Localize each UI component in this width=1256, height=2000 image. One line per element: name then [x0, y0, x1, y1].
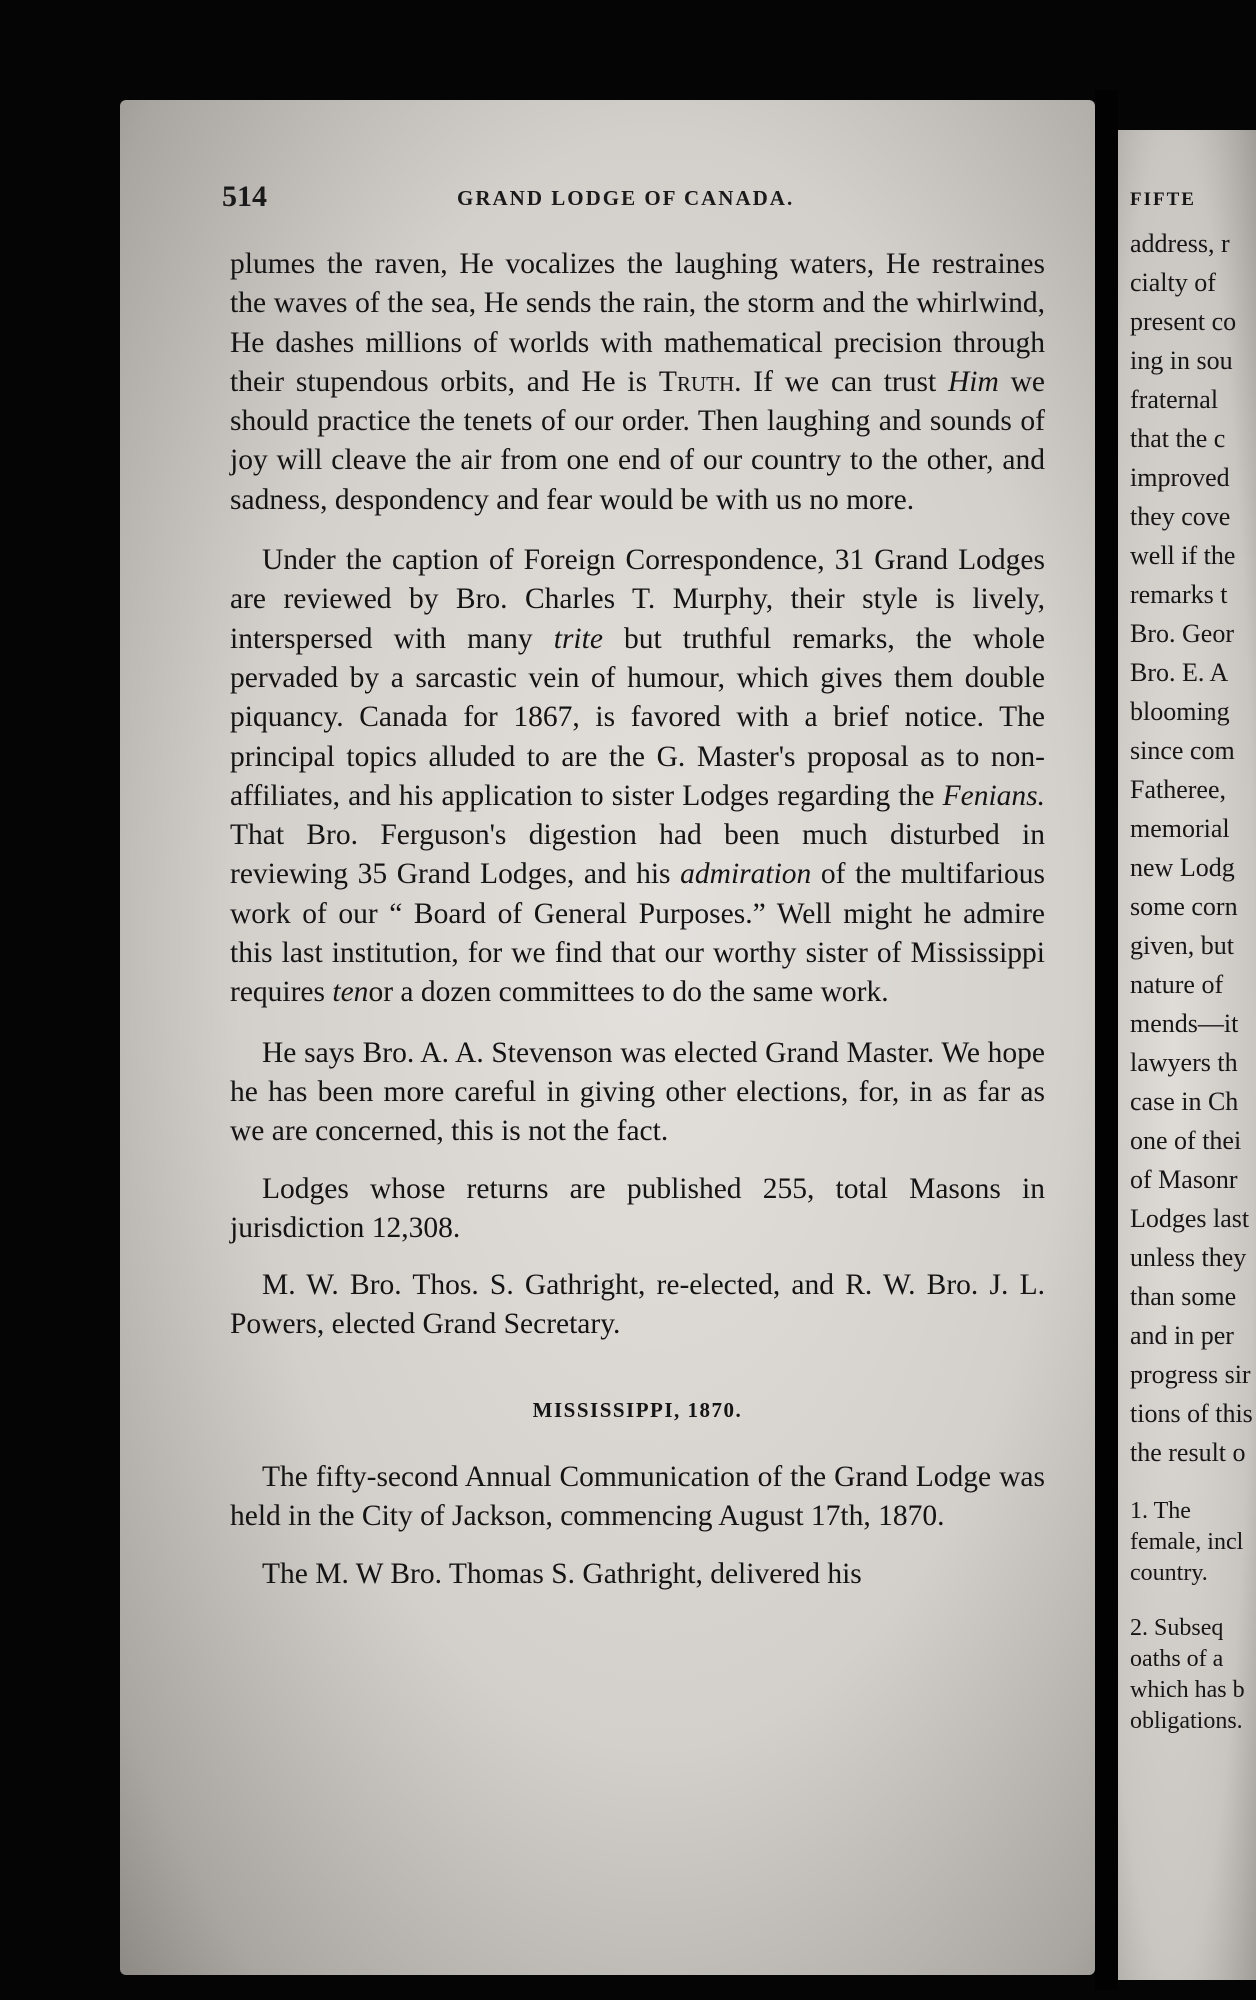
right-line: memorial	[1130, 814, 1230, 843]
right-line: Bro. Geor	[1130, 619, 1234, 648]
right-line: case in Ch	[1130, 1087, 1239, 1116]
right-line: since com	[1130, 736, 1235, 765]
right-line: one of thei	[1130, 1126, 1242, 1155]
right-line: improved	[1130, 463, 1230, 492]
right-line: address, r	[1130, 229, 1230, 258]
right-line: fraternal	[1130, 385, 1219, 414]
paragraph-1: plumes the raven, He vocalizes the laughing waters, He restraines the waves of the sea, He sends the rain, the storm and the whirlwind, He dashes millions of worlds with mathematical precision through their stupendous orbits, and He is Truth. If we can trust Him we should practice the tenets of our order. Then laughing and sounds of joy will cleave the air from one end of our country to the other, and sadness, despondency and fear would be with us no more.	[230, 248, 1045, 516]
right-line: ing in sou	[1130, 346, 1233, 375]
section-heading: MISSISSIPPI, 1870.	[532, 1397, 743, 1422]
right-line: and in per	[1130, 1321, 1234, 1350]
right-running-head: FIFTE	[1130, 189, 1196, 210]
header-title: GRAND LODGE OF CANADA.	[457, 186, 795, 210]
paragraph-2: Under the caption of Foreign Correspondence, 31 Grand Lodges are reviewed by Bro. Charles T. Murphy, their style is lively, interspersed with many trite but truthful remarks, the whole pervaded by a sarcastic vein of humour, which gives them double piquancy. Canada for 1867, is favored with a brief notice. The principal topics alluded to are the G. Master's proposal as to non-affiliates, and his application to sister Lodges regarding the Fenians. That Bro. Ferguson's digestion had been much disturbed in reviewing 35 Grand Lodges, and his admiration of the multifarious work of our “ Board of General Purposes.” Well might he admire this last institution, for we find that our worthy sister of Mississippi requires tenor a dozen committees to do the same work.	[230, 544, 1046, 1009]
right-line: progress sir	[1130, 1360, 1251, 1389]
right-line: of Masonr	[1130, 1165, 1238, 1194]
body-text	[230, 245, 1045, 1594]
right-line: nature of	[1130, 970, 1224, 999]
right-line: Bro. E. A	[1130, 658, 1229, 687]
right-line: that the c	[1130, 424, 1226, 453]
right-line: cialty of	[1130, 268, 1216, 297]
right-list-line: 2. Subseq	[1130, 1615, 1224, 1641]
paragraph-7: The M. W Bro. Thomas S. Gathright, delivered his	[262, 1557, 862, 1590]
right-line: remarks t	[1130, 580, 1228, 609]
right-list-line: 1. The	[1130, 1498, 1191, 1524]
right-line: some corn	[1130, 892, 1238, 921]
right-list-line: oaths of a	[1130, 1646, 1224, 1672]
right-line: they cove	[1130, 502, 1231, 531]
right-line: lawyers th	[1130, 1048, 1238, 1077]
right-list-line: which has b	[1130, 1677, 1245, 1703]
right-page-text	[1130, 180, 1256, 1780]
paragraph-5: M. W. Bro. Thos. S. Gathright, re-elected, and R. W. Bro. J. L. Powers, elected Grand Secretary.	[230, 1269, 1045, 1341]
right-line: new Lodg	[1130, 853, 1235, 882]
right-list-line: country.	[1130, 1560, 1208, 1586]
right-line: Lodges last	[1130, 1204, 1250, 1233]
book-gutter	[1095, 90, 1118, 1990]
right-line: given, but	[1130, 931, 1234, 960]
right-line: mends—it	[1130, 1009, 1239, 1038]
paragraph-3: He says Bro. A. A. Stevenson was elected Grand Master. We hope he has been more careful in giving other elections, for, in as far as we are concerned, this is not the fact.	[230, 1036, 1045, 1148]
right-line: blooming	[1130, 697, 1230, 726]
right-line: present co	[1130, 307, 1237, 336]
paragraph-4: Lodges whose returns are published 255, total Masons in jurisdiction 12,308.	[230, 1172, 1045, 1244]
right-line: than some	[1130, 1282, 1237, 1311]
right-line: unless they	[1130, 1243, 1247, 1272]
paragraph-6: The fifty-second Annual Communication of the Grand Lodge was held in the City of Jackson, commencing August 17th, 1870.	[230, 1461, 1045, 1533]
right-line: well if the	[1130, 541, 1236, 570]
right-gap	[1130, 1589, 1256, 1613]
page-number: 514	[222, 180, 267, 213]
right-line: Fatheree,	[1130, 775, 1227, 804]
right-line: tions of this	[1130, 1399, 1253, 1428]
right-list-line: obligations.	[1130, 1708, 1243, 1734]
running-head	[222, 180, 1042, 220]
right-line: the result o	[1130, 1438, 1246, 1467]
right-list-line: female, incl	[1130, 1529, 1244, 1555]
right-gap	[1130, 1472, 1256, 1496]
